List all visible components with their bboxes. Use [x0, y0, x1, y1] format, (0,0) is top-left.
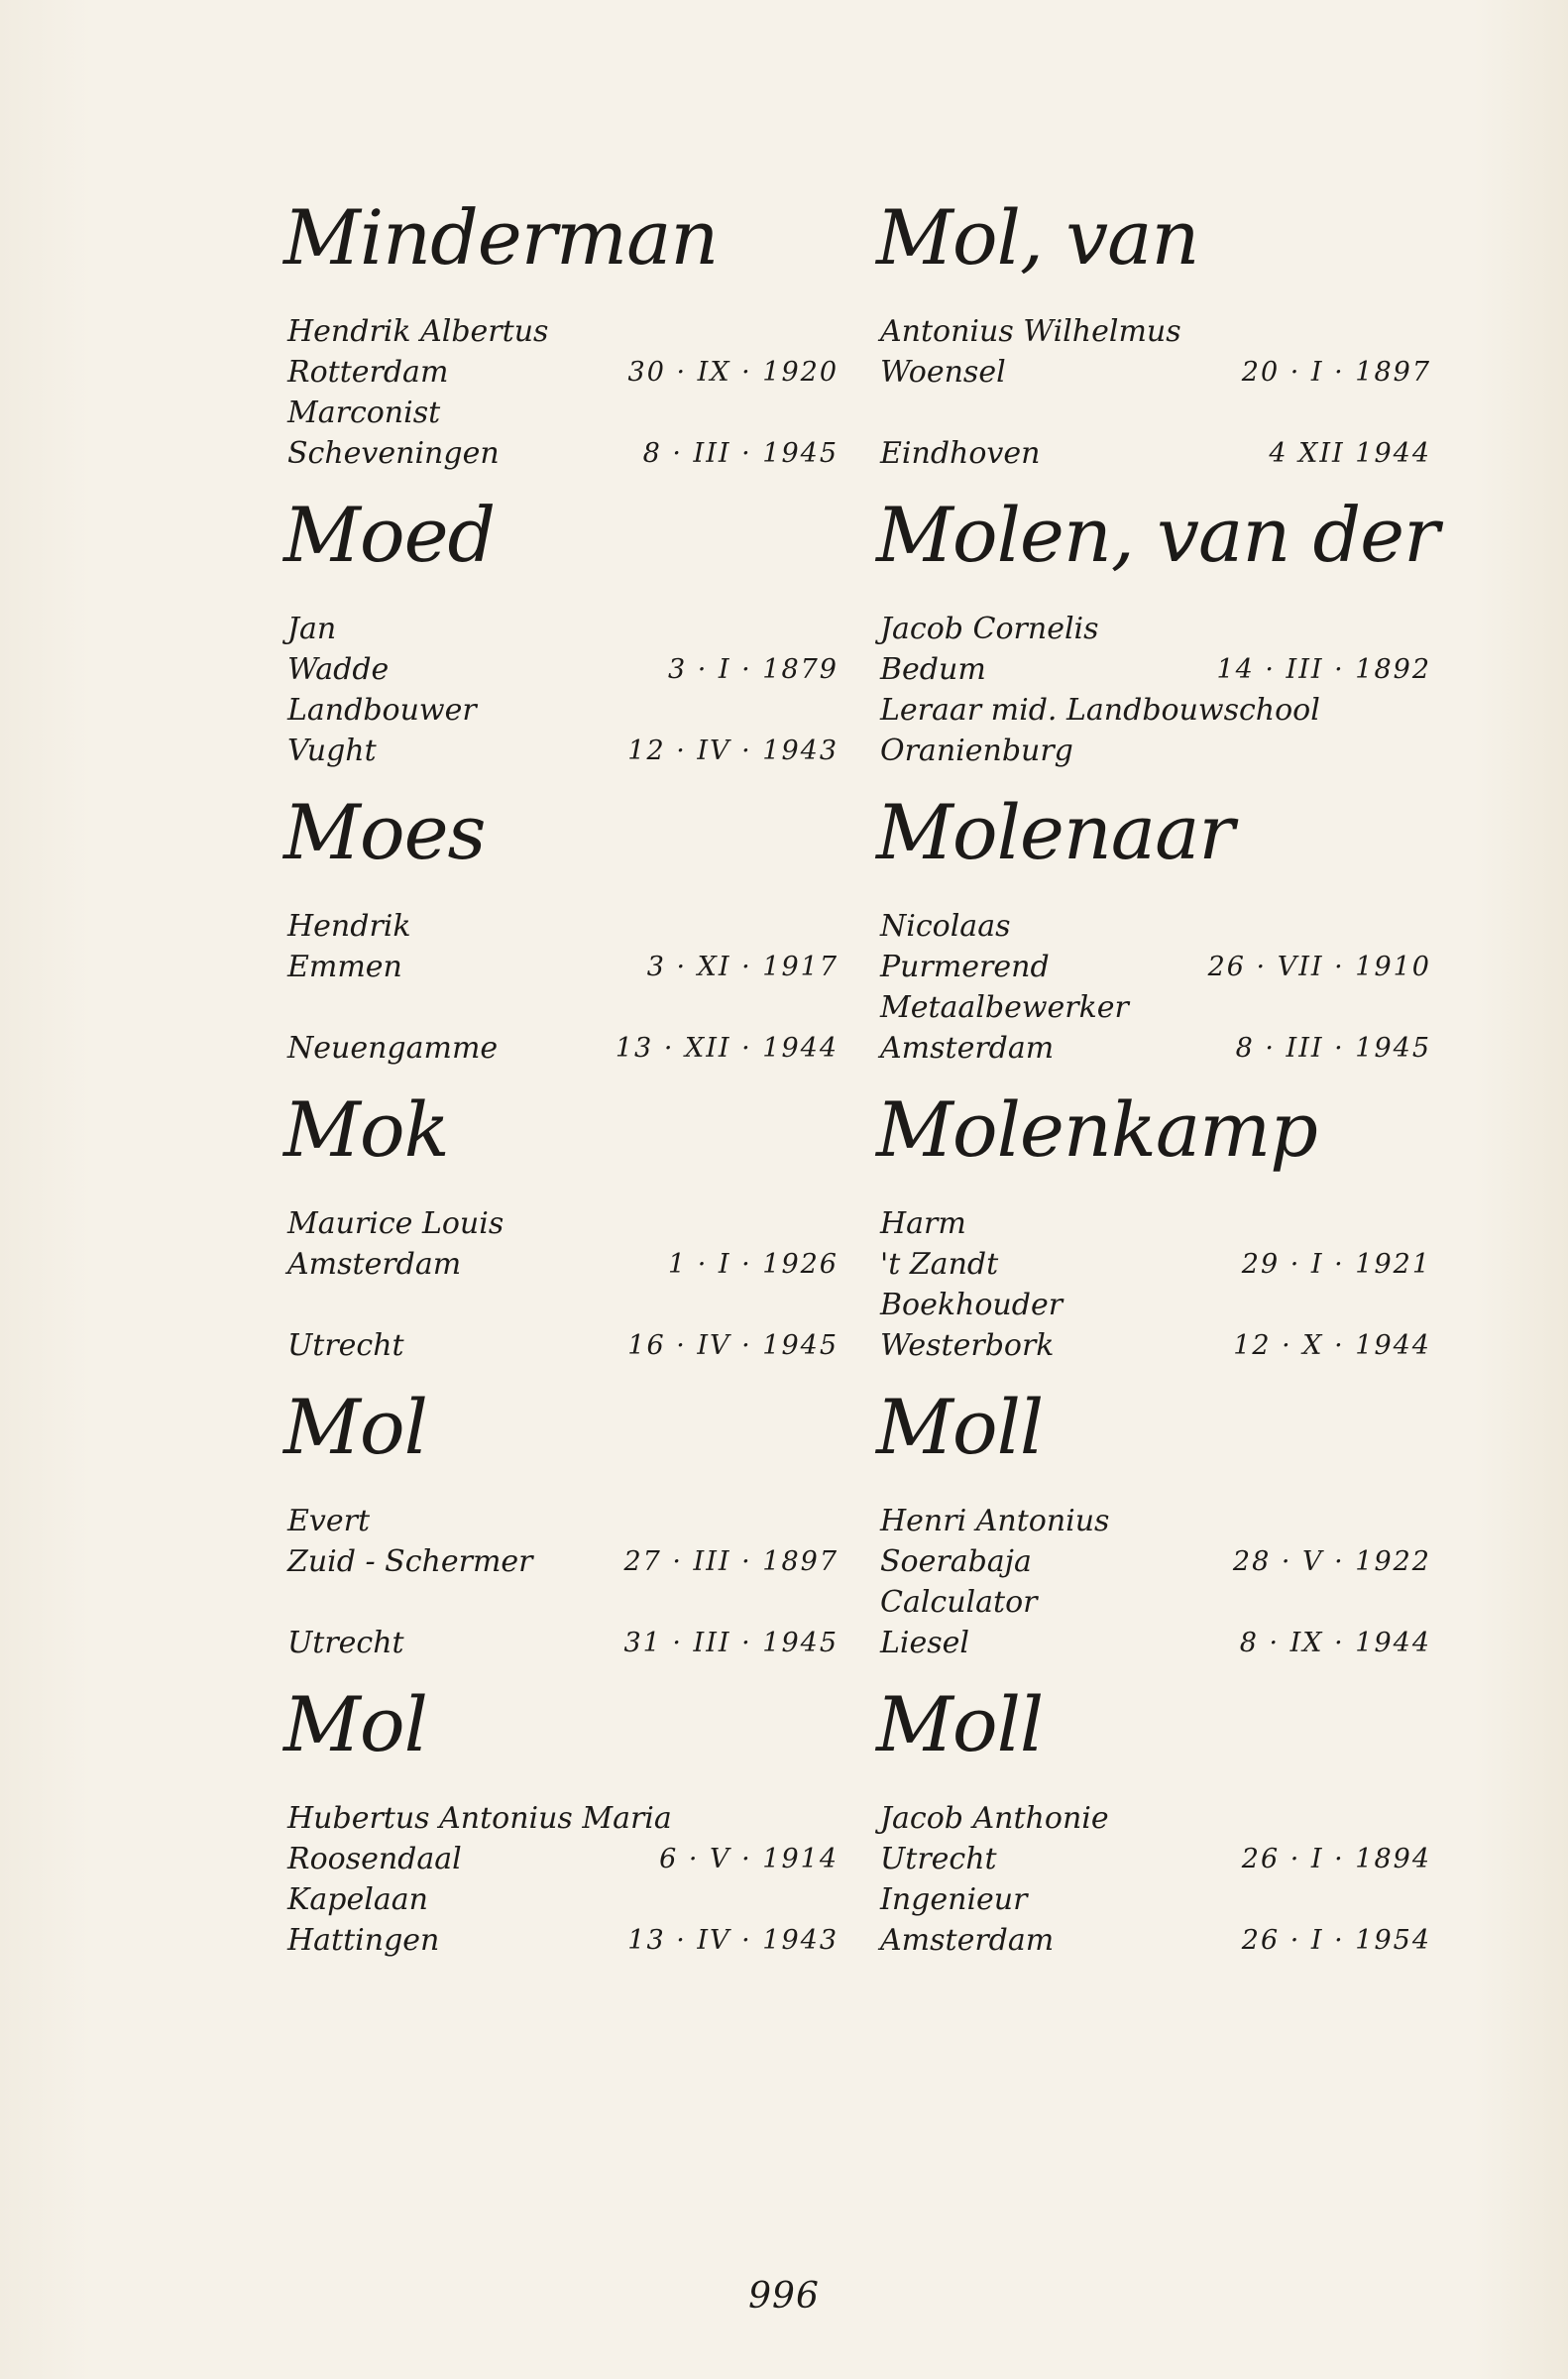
birth-row	[876, 1244, 1431, 1285]
death-row	[283, 1623, 839, 1663]
occupation: Ingenieur	[880, 1882, 1028, 1917]
birth-place: Rotterdam	[287, 355, 449, 390]
death-place: Neuengamme	[287, 1031, 499, 1066]
surname: Moes	[283, 788, 486, 876]
death-row	[283, 1920, 839, 1961]
death-date: 12 · IV · 1943	[627, 736, 839, 766]
first-names-row	[283, 1501, 839, 1541]
birth-row	[283, 1541, 839, 1582]
birth-place: Woensel	[880, 355, 1006, 390]
surname: Moll	[876, 1680, 1044, 1768]
death-place: Utrecht	[287, 1328, 404, 1363]
first-names: Jacob Cornelis	[880, 612, 1099, 646]
first-names: Nicolaas	[880, 909, 1011, 944]
birth-place: Roosendaal	[287, 1842, 462, 1876]
surname: Mol, van	[876, 193, 1199, 282]
occupation-row	[283, 987, 839, 1028]
entry	[283, 194, 839, 492]
first-names: Jacob Anthonie	[880, 1801, 1109, 1836]
death-row	[876, 1325, 1431, 1366]
death-date: 12 · X · 1944	[1233, 1330, 1431, 1361]
left-column	[283, 194, 839, 1979]
death-date: 4 XII 1944	[1269, 438, 1431, 469]
occupation: Metaalbewerker	[880, 990, 1129, 1025]
death-date: 8 · III · 1945	[1235, 1033, 1431, 1064]
occupation-row	[283, 1879, 839, 1920]
death-place: Utrecht	[287, 1626, 404, 1660]
surname: Molen, van der	[876, 491, 1439, 579]
surname: Molenaar	[876, 788, 1234, 876]
birth-place: Amsterdam	[287, 1247, 462, 1282]
death-place: Hattingen	[287, 1923, 440, 1958]
birth-row	[283, 352, 839, 393]
page-number: 996	[748, 2276, 820, 2317]
birth-date: 20 · I · 1897	[1241, 357, 1431, 388]
entry	[283, 789, 839, 1086]
birth-row	[876, 352, 1431, 393]
occupation-row	[876, 393, 1431, 433]
birth-place: Wadde	[287, 652, 390, 687]
occupation: Kapelaan	[287, 1882, 428, 1917]
birth-row	[876, 1839, 1431, 1879]
occupation: Boekhouder	[880, 1288, 1064, 1322]
death-row	[283, 433, 839, 474]
first-names-row	[876, 1203, 1431, 1244]
occupation-row	[876, 690, 1431, 731]
surname: Moed	[283, 491, 496, 579]
first-names-row	[876, 1501, 1431, 1541]
death-row	[876, 1920, 1431, 1961]
birth-place: Zuid - Schermer	[287, 1544, 533, 1579]
birth-place: Utrecht	[880, 1842, 997, 1876]
birth-place: Soerabaja	[880, 1544, 1032, 1579]
death-date: 13 · IV · 1943	[627, 1925, 839, 1956]
death-place: Liesel	[880, 1626, 970, 1660]
death-date: 13 · XII · 1944	[615, 1033, 839, 1064]
birth-row	[876, 947, 1431, 987]
death-row	[283, 731, 839, 771]
birth-place: Purmerend	[880, 950, 1050, 984]
death-row	[876, 1623, 1431, 1663]
death-place: Oranienburg	[880, 734, 1073, 768]
entry	[283, 492, 839, 789]
death-place: Westerbork	[880, 1328, 1055, 1363]
surname: Mol	[283, 1680, 427, 1768]
occupation-row	[283, 393, 839, 433]
birth-row	[283, 1839, 839, 1879]
birth-place: Emmen	[287, 950, 402, 984]
death-place: Scheveningen	[287, 436, 500, 471]
death-date: 8 · III · 1945	[642, 438, 839, 469]
surname: Molenkamp	[876, 1085, 1317, 1174]
first-names-row	[283, 906, 839, 947]
entry	[283, 1681, 839, 1979]
surname: Mol	[283, 1383, 427, 1471]
entry	[876, 194, 1431, 492]
birth-row	[283, 947, 839, 987]
birth-date: 3 · XI · 1917	[646, 952, 839, 982]
entry	[283, 1086, 839, 1384]
first-names: Hubertus Antonius Maria	[287, 1801, 672, 1836]
first-names-row	[876, 311, 1431, 352]
birth-place: 't Zandt	[880, 1247, 999, 1282]
first-names: Jan	[287, 612, 337, 646]
birth-date: 29 · I · 1921	[1241, 1249, 1431, 1280]
birth-date: 3 · I · 1879	[667, 654, 839, 685]
first-names-row	[876, 1798, 1431, 1839]
first-names-row	[283, 1203, 839, 1244]
occupation-row	[283, 1285, 839, 1325]
entry	[876, 1681, 1431, 1979]
birth-date: 6 · V · 1914	[659, 1844, 839, 1874]
surname: Mok	[283, 1085, 449, 1174]
occupation: Leraar mid. Landbouwschool	[880, 693, 1320, 728]
right-column	[876, 193, 1439, 1979]
occupation-row	[876, 987, 1431, 1028]
death-row	[283, 1325, 839, 1366]
occupation: Marconist	[287, 396, 441, 430]
birth-date: 26 · I · 1894	[1241, 1844, 1431, 1874]
first-names-row	[283, 609, 839, 649]
birth-date: 14 · III · 1892	[1216, 654, 1431, 685]
birth-row	[876, 649, 1431, 690]
death-date: 16 · IV · 1945	[627, 1330, 839, 1361]
first-names: Harm	[880, 1206, 966, 1241]
entry	[876, 789, 1431, 1086]
first-names: Maurice Louis	[287, 1206, 504, 1241]
death-place: Eindhoven	[880, 436, 1041, 471]
death-row	[876, 731, 1431, 771]
surname: Moll	[876, 1383, 1044, 1471]
entry	[283, 1384, 839, 1681]
birth-date: 30 · IX · 1920	[627, 357, 839, 388]
death-place: Amsterdam	[880, 1923, 1055, 1958]
birth-date: 28 · V · 1922	[1232, 1546, 1431, 1577]
occupation-row	[876, 1285, 1431, 1325]
first-names-row	[876, 906, 1431, 947]
first-names-row	[283, 1798, 839, 1839]
birth-date: 26 · VII · 1910	[1207, 952, 1431, 982]
first-names: Antonius Wilhelmus	[880, 314, 1181, 349]
birth-row	[876, 1541, 1431, 1582]
occupation-row	[283, 690, 839, 731]
death-row	[876, 1028, 1431, 1069]
birth-place: Bedum	[880, 652, 986, 687]
first-names: Hendrik Albertus	[287, 314, 549, 349]
occupation: Calculator	[880, 1585, 1038, 1620]
death-date: 26 · I · 1954	[1241, 1925, 1431, 1956]
birth-row	[283, 1244, 839, 1285]
first-names: Henri Antonius	[880, 1504, 1110, 1538]
first-names-row	[283, 311, 839, 352]
birth-row	[283, 649, 839, 690]
first-names-row	[876, 609, 1431, 649]
occupation-row	[283, 1582, 839, 1623]
death-date: 31 · III · 1945	[623, 1628, 839, 1658]
birth-date: 27 · III · 1897	[623, 1546, 839, 1577]
entry	[876, 1384, 1431, 1681]
occupation-row	[876, 1879, 1431, 1920]
first-names: Hendrik	[287, 909, 411, 944]
entry	[876, 491, 1439, 789]
death-row	[283, 1028, 839, 1069]
occupation-row	[876, 1582, 1431, 1623]
birth-date: 1 · I · 1926	[667, 1249, 839, 1280]
surname: Minderman	[283, 193, 719, 282]
death-place: Vught	[287, 734, 377, 768]
death-place: Amsterdam	[880, 1031, 1055, 1066]
entry	[876, 1086, 1431, 1384]
death-row	[876, 433, 1431, 474]
death-date: 8 · IX · 1944	[1239, 1628, 1431, 1658]
first-names: Evert	[287, 1504, 370, 1538]
occupation: Landbouwer	[287, 693, 477, 728]
